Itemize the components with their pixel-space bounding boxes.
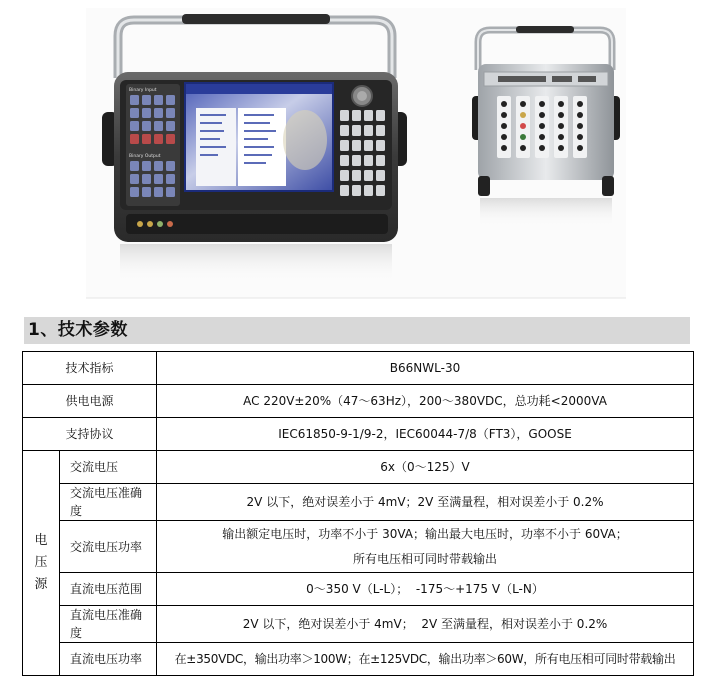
device-key <box>166 95 175 105</box>
terminal-jack <box>558 145 564 151</box>
terminal-jack <box>577 112 583 118</box>
device-key <box>376 125 385 136</box>
device-key <box>142 121 151 131</box>
spec-value: 2V 以下，绝对误差小于 4mV； 2V 至满量程，相对误差小于 0.2% <box>157 606 694 643</box>
device-key <box>142 108 151 118</box>
device-key <box>364 155 373 166</box>
device-key <box>340 110 349 121</box>
table-row <box>23 451 694 484</box>
terminal-jack <box>558 134 564 140</box>
table-row <box>23 606 694 643</box>
device-key <box>352 170 361 181</box>
binary-output-label: Binary Output <box>129 154 161 159</box>
device-key <box>340 170 349 181</box>
device-key <box>130 161 139 171</box>
device-key <box>376 185 385 196</box>
device-key <box>142 161 151 171</box>
table-row <box>23 385 694 418</box>
spec-label: 技术指标 <box>23 352 157 385</box>
device-key <box>154 108 163 118</box>
device-key <box>352 110 361 121</box>
device-key <box>154 187 163 197</box>
spec-label: 直流电压范围 <box>60 573 157 606</box>
device-key <box>166 174 175 184</box>
device-key <box>376 155 385 166</box>
device-key <box>340 155 349 166</box>
spec-label: 交流电压功率 <box>60 521 157 573</box>
terminal-jack <box>539 145 545 151</box>
device-key <box>142 95 151 105</box>
device-key <box>340 125 349 136</box>
terminal-jack <box>501 112 507 118</box>
spec-value: 输出额定电压时，功率不小于 30VA；输出最大电压时，功率不小于 60VA； 所有电压相可同时带载输出 <box>157 521 694 573</box>
terminal-jack <box>558 123 564 129</box>
device-key <box>340 185 349 196</box>
spec-value: 0～350 V（L-L）； -175～+175 V（L-N） <box>157 573 694 606</box>
device-key <box>130 187 139 197</box>
device-key <box>154 134 163 144</box>
device-key <box>364 140 373 151</box>
device-key <box>130 108 139 118</box>
terminal-jack <box>539 134 545 140</box>
terminal-jack <box>539 101 545 107</box>
device-key <box>352 125 361 136</box>
terminal-jack <box>501 134 507 140</box>
spec-label: 交流电压准确度 <box>60 484 157 521</box>
terminal-jack <box>520 134 526 140</box>
terminal-jack <box>539 123 545 129</box>
terminal-jack <box>577 134 583 140</box>
terminal-jack <box>577 123 583 129</box>
spec-label: 交流电压 <box>60 451 157 484</box>
spec-table <box>22 351 694 676</box>
device-key <box>376 140 385 151</box>
device-key <box>376 110 385 121</box>
section-title: 技术参数 <box>57 320 128 340</box>
spec-value: B66NWL-30 <box>157 352 694 385</box>
terminal-jack <box>520 145 526 151</box>
device-key <box>130 121 139 131</box>
device-key <box>142 134 151 144</box>
terminal-jack <box>577 145 583 151</box>
device-key <box>130 95 139 105</box>
device-key <box>364 125 373 136</box>
spec-value: 6x（0～125）V <box>157 451 694 484</box>
device-key <box>130 134 139 144</box>
spec-label: 支持协议 <box>23 418 157 451</box>
binary-input-label: Binary Input <box>129 88 157 93</box>
table-row <box>23 521 694 573</box>
spec-value: AC 220V±20%（47～63Hz），200～380VDC，总功耗<2000VA <box>157 385 694 418</box>
section-heading <box>24 317 690 344</box>
terminal-jack <box>520 112 526 118</box>
device-key <box>142 174 151 184</box>
spec-label: 直流电压功率 <box>60 643 157 676</box>
device-key <box>364 170 373 181</box>
table-header-row <box>23 352 694 385</box>
group-label-voltage-source: 电 压 源 <box>23 451 60 676</box>
spec-label: 供电电源 <box>23 385 157 418</box>
device-key <box>154 95 163 105</box>
section-number: 1、 <box>28 320 58 340</box>
table-row <box>23 573 694 606</box>
spec-label: 直流电压准确度 <box>60 606 157 643</box>
device-key <box>352 185 361 196</box>
device-key <box>166 161 175 171</box>
device-key <box>340 140 349 151</box>
terminal-jack <box>501 145 507 151</box>
device-key <box>352 155 361 166</box>
terminal-jack <box>520 101 526 107</box>
terminal-jack <box>520 123 526 129</box>
device-key <box>166 134 175 144</box>
rear-terminal-modules <box>497 96 587 158</box>
device-key <box>154 161 163 171</box>
terminal-jack <box>577 101 583 107</box>
device-key <box>142 187 151 197</box>
spec-value: IEC61850-9-1/9-2，IEC60044-7/8（FT3），GOOSE <box>157 418 694 451</box>
terminal-jack <box>501 123 507 129</box>
terminal-jack <box>558 101 564 107</box>
device-key <box>376 170 385 181</box>
spec-value: 2V 以下，绝对误差小于 4mV；2V 至满量程，相对误差小于 0.2% <box>157 484 694 521</box>
table-row <box>23 418 694 451</box>
device-key <box>130 174 139 184</box>
product-photos <box>0 0 712 318</box>
table-row <box>23 643 694 676</box>
terminal-jack <box>501 101 507 107</box>
terminal-jack <box>558 112 564 118</box>
device-key <box>352 140 361 151</box>
device-key <box>154 174 163 184</box>
device-key <box>154 121 163 131</box>
spec-value: 在±350VDC，输出功率＞100W；在±125VDC，输出功率＞60W，所有电压相可同时带载输出 <box>157 643 694 676</box>
device-key <box>166 187 175 197</box>
device-key <box>166 108 175 118</box>
device-key <box>166 121 175 131</box>
device-key <box>364 110 373 121</box>
table-row <box>23 484 694 521</box>
device-key <box>364 185 373 196</box>
terminal-jack <box>539 112 545 118</box>
